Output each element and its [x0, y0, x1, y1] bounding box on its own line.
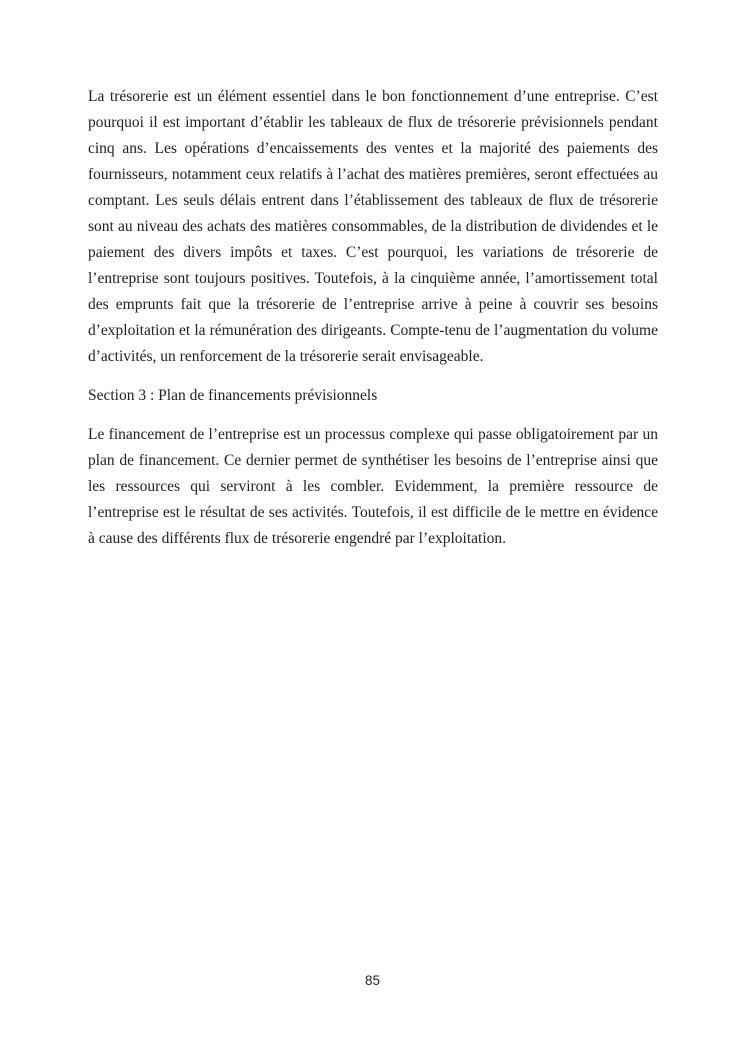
text-block: [88, 84, 658, 565]
page-number: 85: [364, 973, 381, 988]
body-paragraph-2: Le financement de l’entreprise est un processus complexe qui passe obligatoirement par un plan de financement. Ce dernier permet de synthétiser les besoins de l’entreprise ainsi que les ressources qui serviront à les combler. Evidemment, la première ressource de l’entreprise est le résultat de ses activités. Toutefois, il est difficile de le mettre en évidence à cause des différents flux de trésorerie engendré par l’exploitation.: [88, 426, 658, 547]
body-paragraph-1: La trésorerie est un élément essentiel dans le bon fonctionnement d’une entreprise. C’est pourquoi il est important d’établir les tableaux de flux de trésorerie prévisionnels pendant cinq ans. Les opérations d’encaissements des ventes et la majorité des paiements des fournisseurs, notamment ceux relatifs à l’achat des matières premières, seront effectuées au comptant. Les seuls délais entrent dans l’établissement des tableaux de flux de trésorerie sont au niveau des achats des matières consommables, de la distribution de dividendes et le paiement des divers impôts et taxes. C’est pourquoi, les variations de trésorerie de l’entreprise sont toujours positives. Toutefois, à la cinquième année, l’amortissement total des emprunts fait que la trésorerie de l’entreprise arrive à peine à couvrir ses besoins d’exploitation et la rémunération des dirigeants. Compte-tenu de l’augmentation du volume d’activités, un renforcement de la trésorerie serait envisageable.: [88, 88, 658, 365]
section-heading: Section 3 : Plan de financements prévisionnels: [88, 387, 378, 404]
